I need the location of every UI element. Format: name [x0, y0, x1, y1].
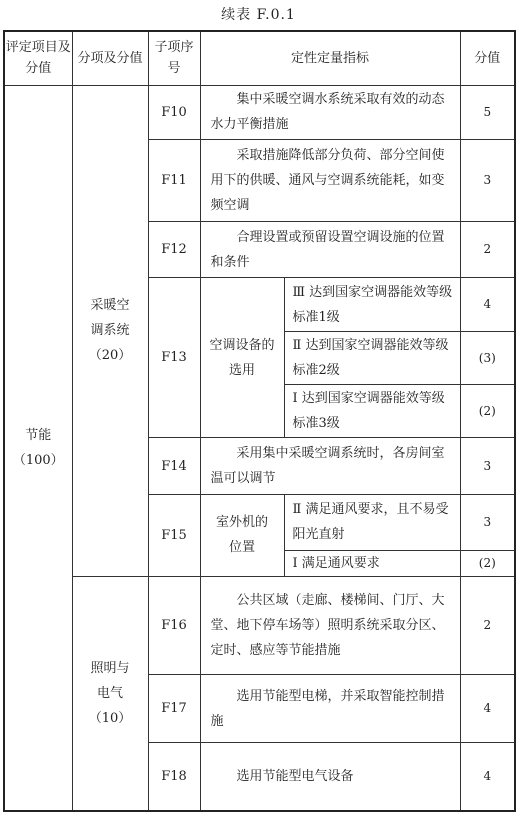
row-id: F12	[148, 221, 200, 277]
row-id: F17	[148, 675, 200, 743]
row-score: 3	[460, 438, 515, 494]
header-score: 分值	[460, 31, 515, 85]
hvac-group-score: （20）	[88, 348, 132, 364]
row-text: 公共区域（走廊、楼梯间、门厅、大堂、地下停车场等）照明系统采取分区、定时、感应等节能措施	[200, 576, 460, 674]
row-score: 5	[460, 85, 515, 139]
option-text: Ⅱ 满足通风要求，且不易受阳光直射	[284, 494, 460, 550]
row-id: F14	[148, 438, 200, 494]
table-caption: 续表 F.0.1	[221, 7, 296, 23]
item-name: 节能	[25, 427, 52, 443]
row-score: 4	[460, 675, 515, 743]
row-score: 4	[460, 743, 515, 811]
row-score: 2	[460, 576, 515, 674]
hvac-group-cell	[72, 85, 148, 576]
row-id: F16	[148, 576, 200, 674]
row-score: 2	[460, 221, 515, 277]
item-cell	[4, 85, 72, 811]
option-text: Ⅰ 满足通风要求	[284, 550, 460, 576]
option-score: 4	[460, 278, 515, 332]
row-id: F18	[148, 743, 200, 811]
row-subitem-label: 空调设备的选用	[209, 337, 275, 378]
row-subitem	[200, 494, 284, 576]
hvac-group-name: 采暖空调系统	[90, 298, 130, 339]
row-id: F15	[148, 494, 200, 576]
lighting-group-cell	[72, 576, 148, 811]
row-id: F10	[148, 85, 200, 139]
table-row	[4, 576, 515, 674]
row-text: 选用节能型电气设备	[200, 743, 460, 811]
option-score: (2)	[460, 550, 515, 576]
option-text: Ⅲ 达到国家空调器能效等级标准1级	[284, 278, 460, 332]
option-score: (3)	[460, 332, 515, 385]
row-score: 3	[460, 139, 515, 221]
row-text: 集中采暖空调水系统采取有效的动态水力平衡措施	[200, 85, 460, 139]
header-item: 评定项目及分值	[4, 31, 72, 85]
header-seq: 子项序号	[148, 31, 200, 85]
option-score: 3	[460, 494, 515, 550]
header-subitem: 分项及分值	[72, 31, 148, 85]
row-subitem	[200, 278, 284, 438]
option-score: (2)	[460, 385, 515, 438]
item-score: （100）	[12, 452, 64, 468]
row-text: 采取措施降低部分负荷、部分空间使用下的供暖、通风与空调系统能耗，如变频空调	[200, 139, 460, 221]
option-text: Ⅰ 达到国家空调器能效等级标准3级	[284, 385, 460, 438]
header-indicator: 定性定量指标	[200, 31, 460, 85]
row-text: 采用集中采暖空调系统时，各房间室温可以调节	[200, 438, 460, 494]
lighting-group-score: （10）	[88, 710, 132, 726]
table-row	[4, 85, 515, 139]
row-id: F11	[148, 139, 200, 221]
row-text: 合理设置或预留设置空调设施的位置和条件	[200, 221, 460, 277]
row-subitem-label: 室外机的位置	[215, 515, 268, 556]
row-text: 选用节能型电梯，并采取智能控制措施	[200, 675, 460, 743]
option-text: Ⅱ 达到国家空调器能效等级标准2级	[284, 332, 460, 385]
lighting-group-name: 照明与电气	[90, 660, 130, 701]
header-row	[4, 31, 515, 85]
evaluation-table	[3, 30, 516, 812]
row-id: F13	[148, 278, 200, 438]
